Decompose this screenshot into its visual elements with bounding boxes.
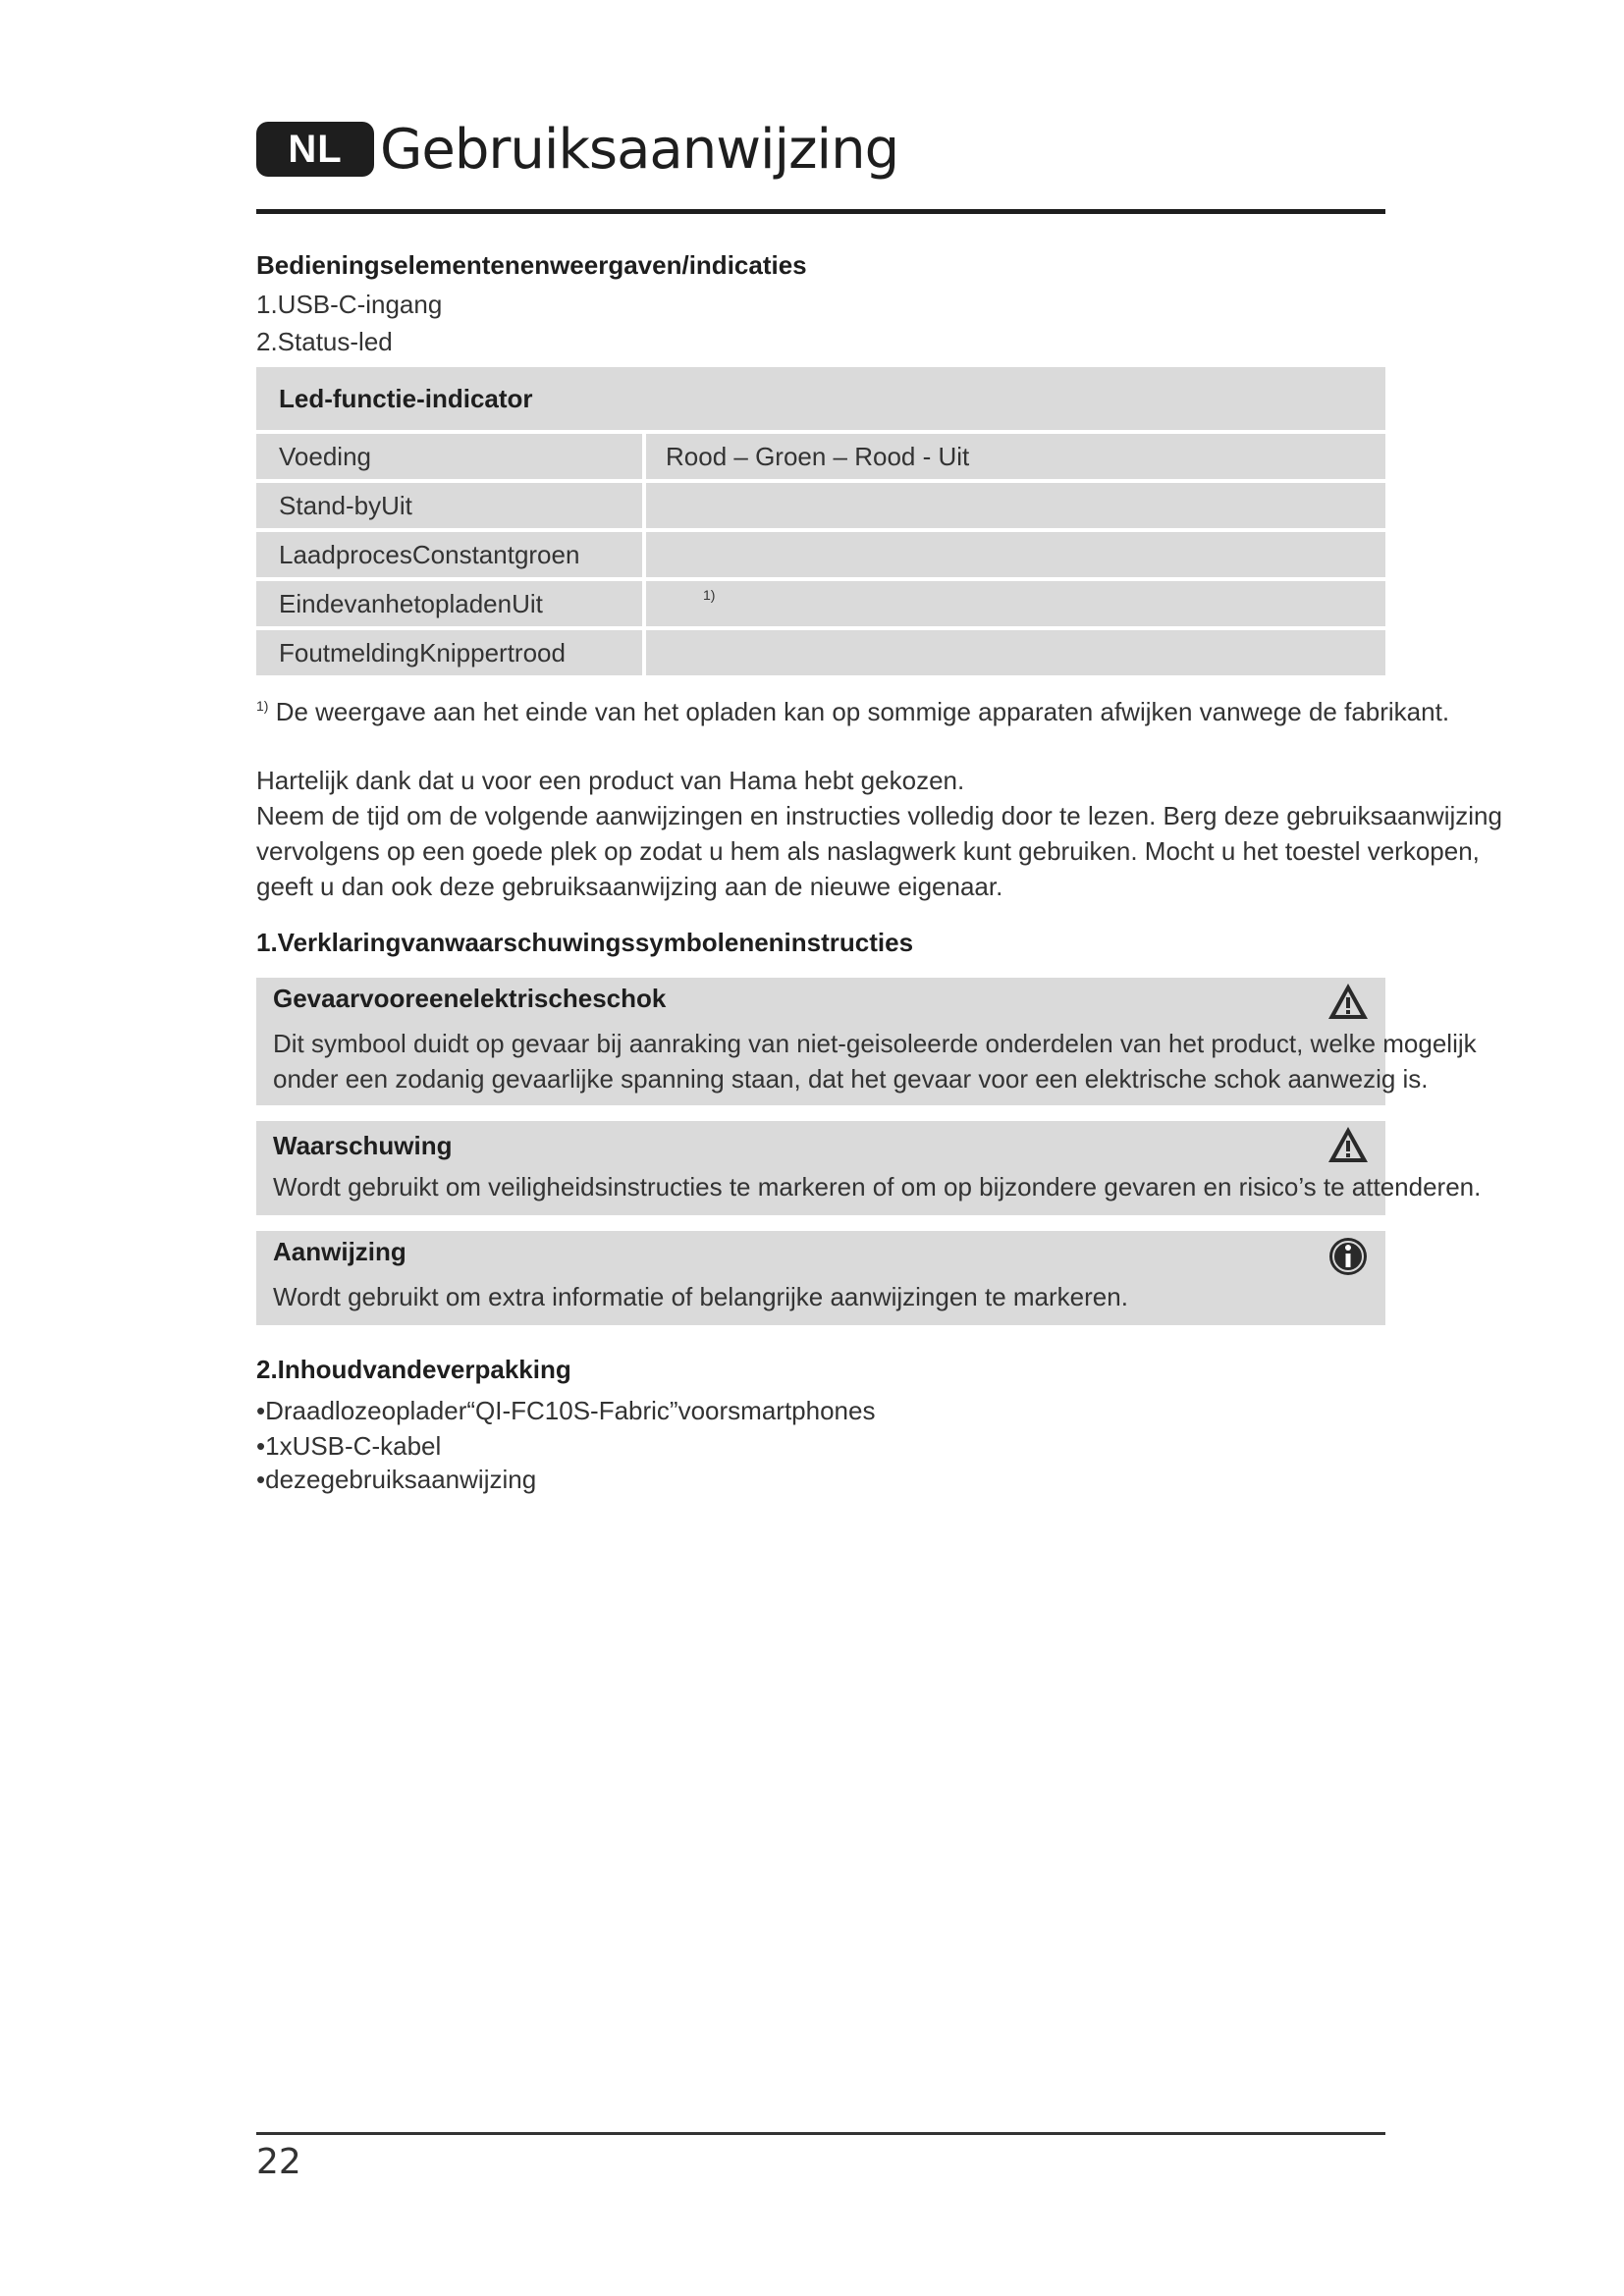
note-text: onder een zodanig gevaarlijke spanning staan, dat het gevaar voor een elektrische schok aanwezig is. bbox=[273, 1064, 1429, 1094]
led-row-value: Rood – Groen – Rood - Uit bbox=[646, 434, 1385, 479]
led-row-value bbox=[646, 532, 1385, 577]
controls-item: 2.Status-led bbox=[256, 327, 393, 356]
led-row-label: Voeding bbox=[256, 434, 642, 479]
led-row-label: LaadprocesConstantgroen bbox=[256, 532, 642, 577]
document-title: Gebruiksaanwijzing bbox=[380, 117, 899, 182]
controls-item: 1.USB-C-ingang bbox=[256, 290, 443, 319]
warning-triangle-icon bbox=[1326, 982, 1370, 1021]
led-function-table bbox=[256, 367, 1385, 679]
section-1-heading: 1.Verklaringvanwaarschuwingssymboleneninstructies bbox=[256, 928, 914, 957]
intro-line: vervolgens op een goede plek op zodat u hem als naslagwerk kunt gebruiken. Mocht u het toestel verkopen, bbox=[256, 836, 1480, 866]
controls-heading: Bedieningselementenenweergaven/indicaties bbox=[256, 250, 807, 280]
note-text: Wordt gebruikt om veiligheidsinstructies te markeren of om op bijzondere gevaren en risico’s te attenderen. bbox=[273, 1172, 1482, 1201]
note-title: Aanwijzing bbox=[273, 1237, 406, 1266]
table-footnote bbox=[256, 697, 1449, 727]
note-title: Gevaarvooreenelektrischeschok bbox=[273, 984, 667, 1013]
footnote-marker: 1) bbox=[703, 587, 716, 603]
note-title: Waarschuwing bbox=[273, 1131, 453, 1160]
table-row bbox=[256, 434, 1385, 479]
note-text: Dit symbool duidt op gevaar bij aanraking van niet-geisoleerde onderdelen van het product, welke mogelijk bbox=[273, 1029, 1477, 1058]
warning-box bbox=[256, 1121, 1482, 1215]
led-row-label: FoutmeldingKnippertrood bbox=[256, 630, 642, 675]
table-row bbox=[256, 581, 1385, 626]
led-row-value bbox=[646, 581, 1385, 626]
led-table-heading: Led-functie-indicator bbox=[256, 367, 1385, 430]
led-row-value bbox=[646, 630, 1385, 675]
header-divider bbox=[256, 209, 1385, 214]
note-box bbox=[256, 1231, 1385, 1325]
table-row bbox=[256, 532, 1385, 577]
list-item: •dezegebruiksaanwijzing bbox=[256, 1465, 537, 1494]
led-row-value bbox=[646, 483, 1385, 528]
note-text: Wordt gebruikt om extra informatie of belangrijke aanwijzingen te markeren. bbox=[273, 1282, 1128, 1311]
info-icon bbox=[1326, 1235, 1370, 1278]
intro-line: Hartelijk dank dat u voor een product van Hama hebt gekozen. bbox=[256, 766, 965, 795]
footnote-marker: 1) bbox=[256, 698, 269, 714]
table-row bbox=[256, 630, 1385, 675]
led-row-label: Stand-byUit bbox=[256, 483, 642, 528]
footer-divider bbox=[256, 2132, 1385, 2135]
page-header bbox=[256, 114, 898, 185]
footnote-text: De weergave aan het einde van het opladen kan op sommige apparaten afwijken vanwege de fabrikant. bbox=[275, 697, 1450, 726]
table-row bbox=[256, 483, 1385, 528]
warning-triangle-icon bbox=[1326, 1125, 1370, 1164]
led-row-label: EindevanhetopladenUit bbox=[256, 581, 642, 626]
intro-line: geeft u dan ook deze gebruiksaanwijzing aan de nieuwe eigenaar. bbox=[256, 872, 1003, 901]
section-2-heading: 2.Inhoudvandeverpakking bbox=[256, 1355, 571, 1384]
intro-line: Neem de tijd om de volgende aanwijzingen en instructies volledig door te lezen. Berg deze gebruiksaanwijzing bbox=[256, 801, 1502, 830]
electric-shock-box bbox=[256, 978, 1477, 1105]
page-number: 22 bbox=[256, 2142, 301, 2182]
language-badge: NL bbox=[256, 122, 374, 177]
list-item: •Draadlozeoplader“QI-FC10S-Fabric”voorsmartphones bbox=[256, 1396, 876, 1425]
list-item: •1xUSB-C-kabel bbox=[256, 1431, 442, 1461]
